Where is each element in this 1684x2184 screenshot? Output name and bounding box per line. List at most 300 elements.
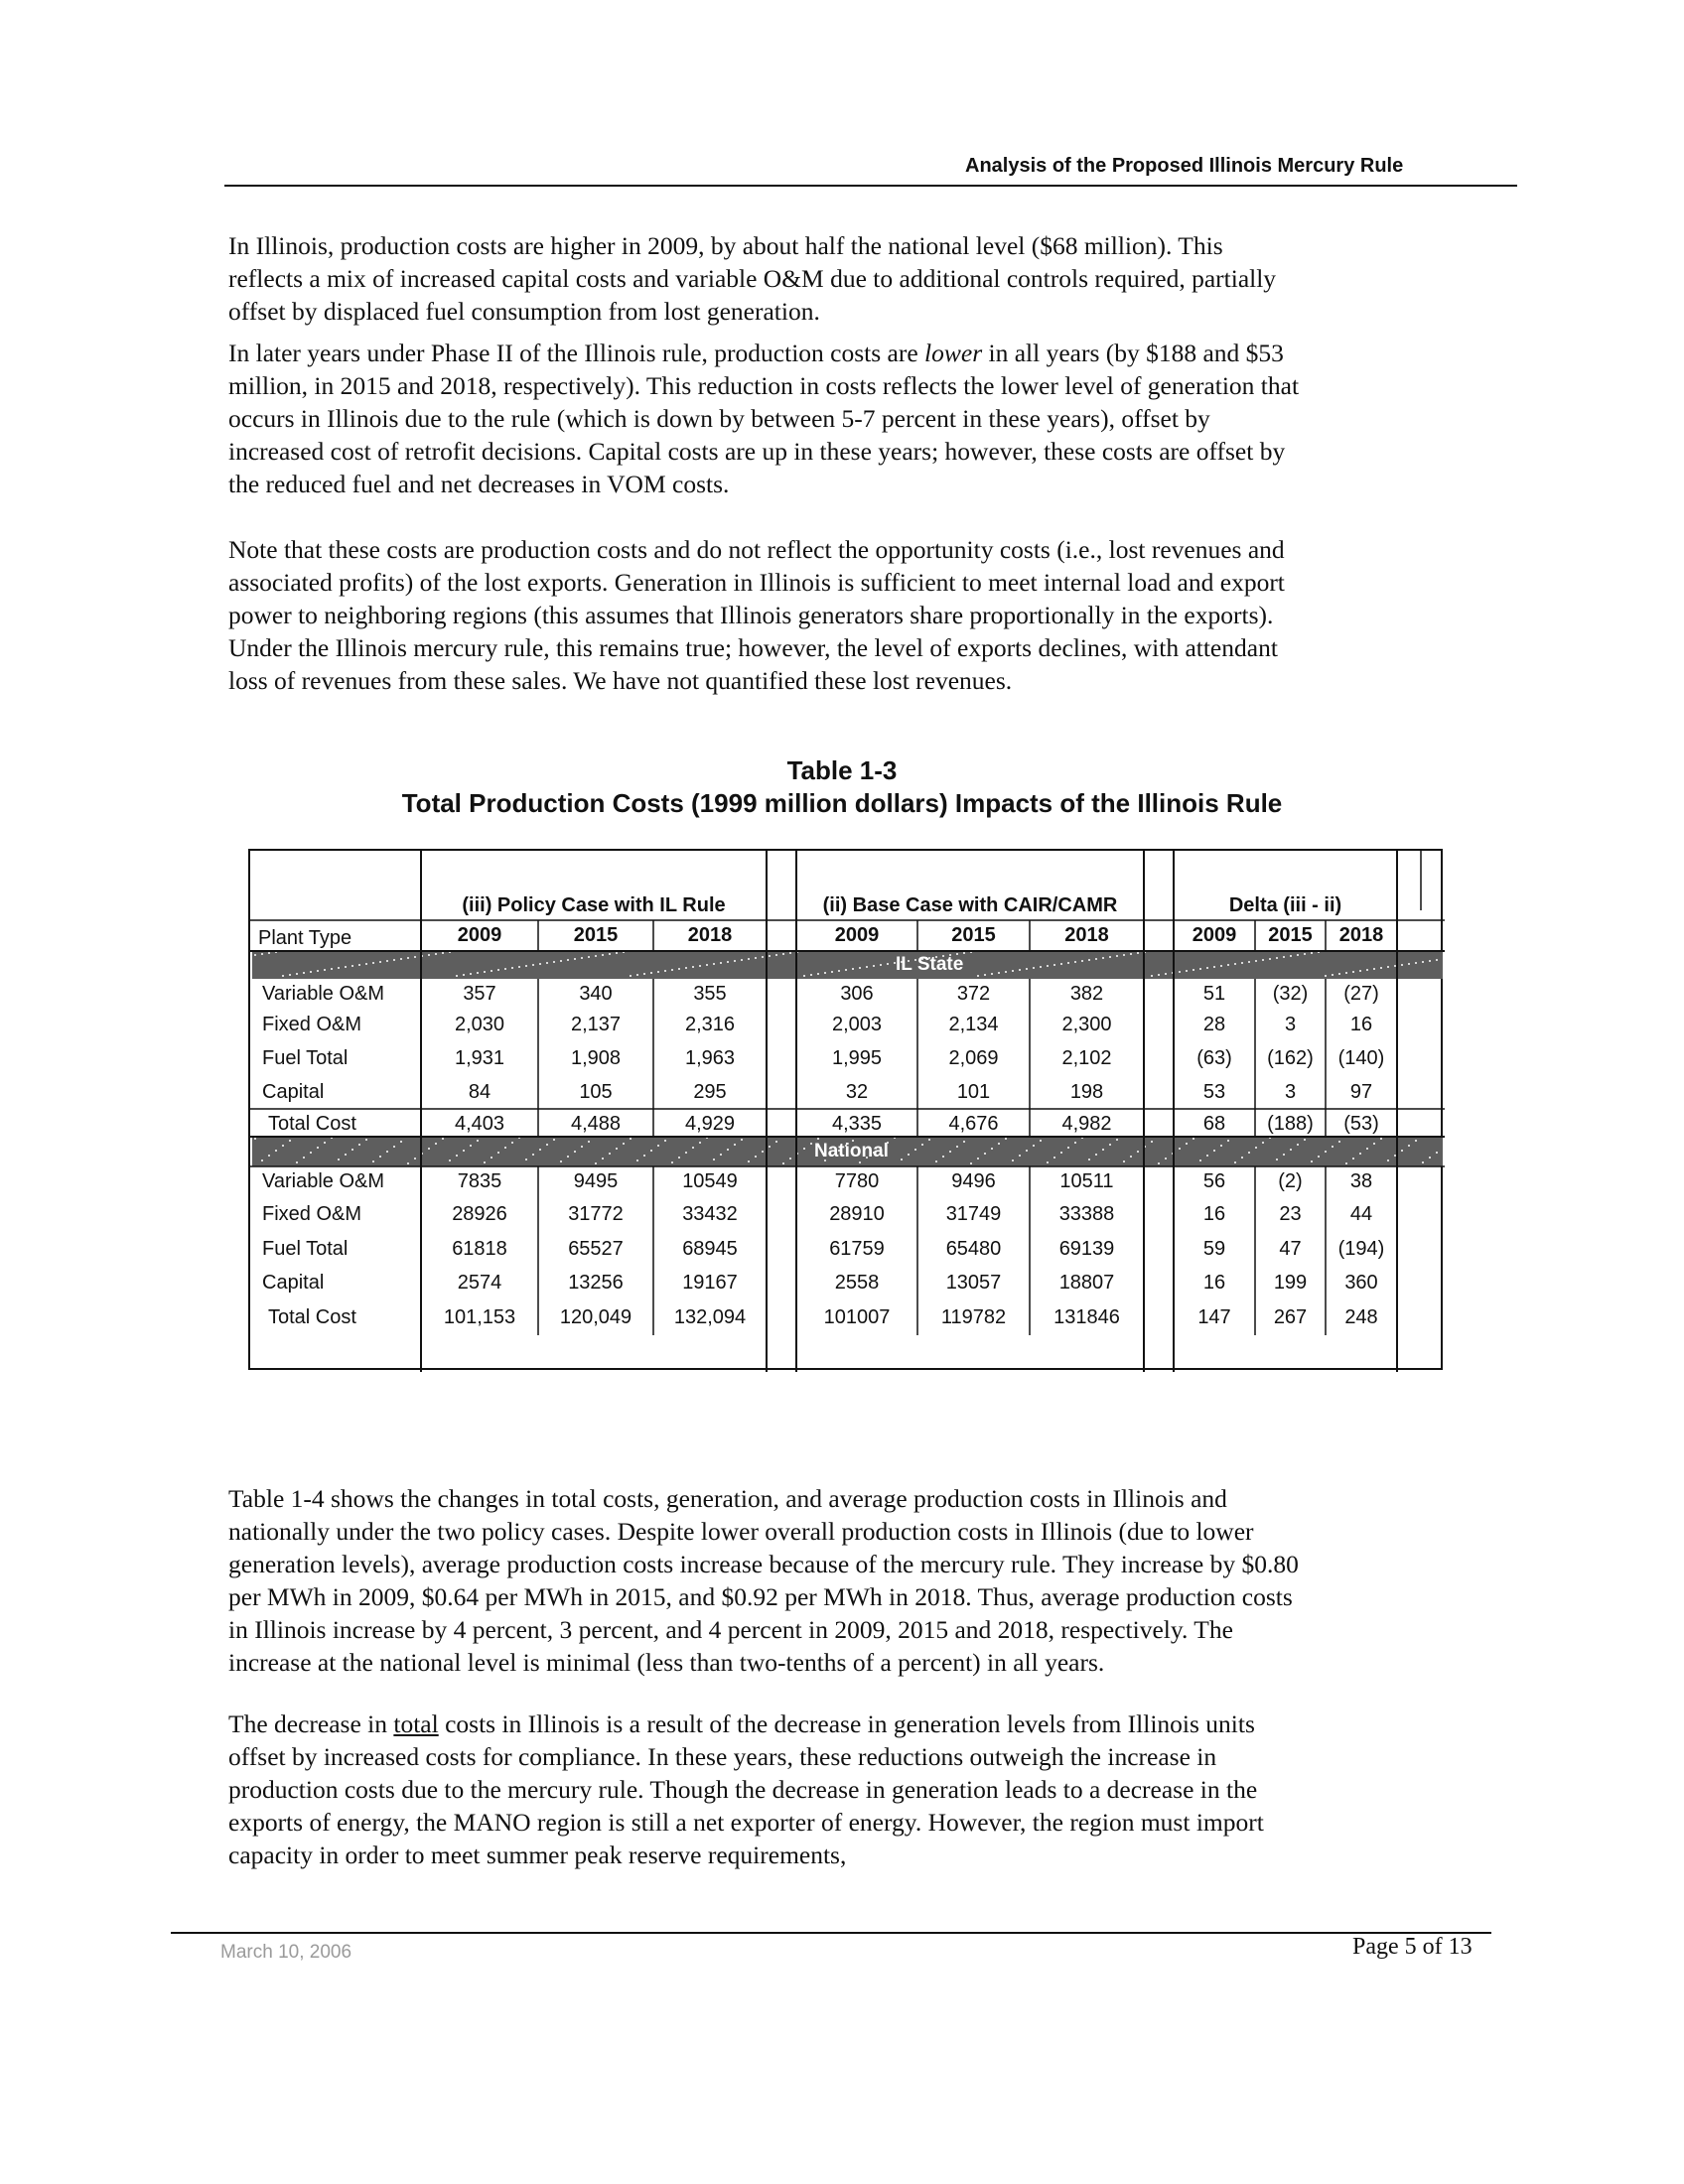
band-texture — [1186, 1143, 1188, 1145]
band-texture — [1283, 1154, 1285, 1156]
band-texture — [511, 967, 513, 969]
band-texture — [1429, 960, 1431, 962]
band-texture — [762, 956, 764, 958]
paragraph-line: million, in 2015 and 2018, respectively). This reduction in costs reflects the lower level of generation that — [228, 371, 1300, 400]
band-texture — [400, 958, 402, 960]
band-texture — [734, 1144, 736, 1146]
header-rule — [224, 185, 1517, 187]
band-texture — [838, 970, 840, 972]
table-cell-value: 65480 — [945, 1238, 1002, 1260]
band-texture — [1109, 956, 1111, 958]
band-texture — [365, 963, 367, 965]
column-header-year: 2009 — [1192, 924, 1237, 946]
band-texture — [1186, 970, 1188, 972]
band-texture — [1415, 1140, 1417, 1142]
row-label-plant-type: Capital — [262, 1081, 325, 1103]
band-texture — [1255, 960, 1257, 962]
band-texture — [595, 955, 597, 957]
band-texture — [324, 969, 326, 971]
band-texture — [1109, 1144, 1111, 1146]
table-cell-value: 357 — [463, 983, 496, 1005]
band-texture — [546, 962, 548, 964]
table-cell-value: 340 — [579, 983, 613, 1005]
column-header-year: 2018 — [687, 924, 733, 946]
band-texture — [1262, 1142, 1264, 1144]
band-texture — [873, 965, 875, 967]
table-cell-value: 2574 — [457, 1272, 502, 1294]
band-texture — [623, 1143, 625, 1145]
paragraph-line: production costs due to the mercury rule. Though the decrease in generation leads to a decrease in the — [228, 1775, 1258, 1804]
band-texture — [998, 972, 1000, 974]
paragraph-line: the reduced fuel and net decreases in VOM costs. — [228, 470, 730, 498]
band-texture — [755, 957, 757, 959]
band-texture — [338, 967, 340, 969]
band-texture — [713, 1159, 715, 1160]
band-texture — [456, 1155, 458, 1157]
table-cell-value: 31749 — [945, 1203, 1002, 1225]
band-texture — [539, 963, 541, 965]
band-texture — [1165, 973, 1167, 975]
band-texture — [414, 956, 416, 958]
table-cell-value: 18807 — [1058, 1272, 1115, 1294]
band-texture — [1290, 955, 1292, 957]
band-texture — [372, 962, 374, 964]
band-texture — [970, 1162, 972, 1164]
band-texture — [331, 968, 333, 970]
table-cell-value: 97 — [1349, 1081, 1373, 1103]
band-texture — [1095, 1154, 1097, 1156]
band-texture — [1206, 967, 1208, 969]
band-texture — [1179, 971, 1181, 973]
band-texture — [713, 963, 715, 965]
band-texture — [1040, 1140, 1042, 1142]
band-texture — [699, 965, 701, 967]
production-costs-table — [248, 849, 1443, 1370]
table-cell-value: 101007 — [823, 1306, 891, 1328]
band-texture — [775, 1141, 777, 1143]
band-texture — [470, 1145, 472, 1147]
band-texture — [386, 1151, 388, 1153]
band-texture — [1040, 966, 1042, 968]
band-texture — [435, 1143, 437, 1145]
band-texture — [977, 975, 979, 977]
paragraph-table-1-4 — [228, 1482, 1489, 1679]
band-texture — [310, 971, 312, 973]
band-texture — [261, 953, 263, 955]
band-texture — [1352, 971, 1354, 973]
band-texture — [650, 1150, 652, 1152]
band-texture — [769, 955, 771, 957]
band-texture — [560, 960, 562, 962]
band-texture — [1290, 1149, 1292, 1151]
band-texture — [1394, 965, 1396, 967]
band-texture — [1047, 965, 1049, 967]
band-texture — [810, 1143, 812, 1145]
table-cell-value: 199 — [1273, 1272, 1308, 1294]
table-cell-value: 119782 — [940, 1306, 1007, 1328]
band-texture — [532, 1154, 534, 1156]
table-cell-value: 2,134 — [948, 1014, 999, 1035]
band-texture — [1088, 1159, 1090, 1160]
column-header-year: 2009 — [457, 924, 502, 946]
band-texture — [351, 965, 353, 967]
band-texture — [407, 1162, 409, 1164]
paragraph-line: per MWh in 2009, $0.64 per MWh in 2015, and $0.92 per MWh in 2018. Thus, average production costs — [228, 1582, 1293, 1611]
band-texture — [845, 969, 847, 971]
table-cell-value: (162) — [1267, 1047, 1314, 1069]
band-texture — [706, 964, 708, 966]
band-texture — [317, 970, 319, 972]
group-header-delta: Delta (iii - ii) — [1228, 894, 1342, 916]
band-texture — [1311, 1160, 1313, 1162]
table-cell-value: 13256 — [568, 1272, 624, 1294]
band-texture — [671, 1161, 673, 1163]
table-cell-value: 84 — [468, 1081, 491, 1103]
band-texture — [289, 974, 291, 976]
table-cell-value: 248 — [1344, 1306, 1378, 1328]
table-cell-value: 360 — [1344, 1272, 1378, 1294]
band-texture — [317, 1147, 319, 1149]
band-texture — [1047, 1161, 1049, 1163]
band-texture — [1074, 961, 1076, 963]
table-cell-value: 3 — [1284, 1014, 1297, 1035]
band-texture — [1297, 1144, 1299, 1146]
band-texture — [678, 968, 680, 970]
table-cell-value: 9495 — [573, 1170, 619, 1192]
table-cell-value: 105 — [579, 1081, 613, 1103]
band-texture — [1012, 970, 1014, 972]
band-texture — [400, 1141, 402, 1143]
band-texture — [1241, 1157, 1243, 1159]
paragraph-line: in Illinois increase by 4 percent, 3 percent, and 4 percent in 2009, 2015 and 2018, respectively. The — [228, 1615, 1233, 1644]
band-texture — [1012, 1160, 1014, 1161]
table-cell-value: 28910 — [829, 1203, 885, 1225]
band-texture — [567, 1156, 569, 1158]
band-texture — [1033, 967, 1035, 969]
band-texture — [1102, 1149, 1104, 1151]
band-texture — [497, 969, 499, 971]
band-texture — [1436, 1152, 1438, 1154]
table-cell-value: 19167 — [682, 1272, 738, 1294]
band-texture — [588, 956, 590, 958]
band-texture — [1422, 961, 1424, 963]
band-texture — [428, 954, 430, 956]
band-texture — [345, 966, 347, 968]
band-texture — [998, 1143, 1000, 1145]
band-texture — [442, 1138, 444, 1140]
table-cell-value: 56 — [1202, 1170, 1226, 1192]
table-cell-value: 44 — [1349, 1203, 1373, 1225]
band-texture — [685, 1152, 687, 1154]
paragraph-line: power to neighboring regions (this assumes that Illinois generators share proportionally in the exports). — [228, 601, 1274, 629]
band-texture — [1220, 965, 1222, 967]
band-texture — [1033, 1145, 1035, 1147]
table-cell-value: (2) — [1278, 1170, 1303, 1192]
paragraph-line: associated profits) of the lost exports. Generation in Illinois is sufficient to meet internal load and export — [228, 568, 1285, 597]
band-texture — [602, 954, 604, 956]
band-texture — [518, 966, 520, 968]
band-texture — [1359, 1153, 1361, 1155]
table-cell-value: 4,335 — [831, 1113, 883, 1135]
band-texture — [338, 1159, 340, 1160]
table-cell-value: 101,153 — [443, 1306, 516, 1328]
band-texture — [817, 973, 819, 975]
table-cell-value: 68 — [1202, 1113, 1226, 1135]
band-texture — [1380, 1138, 1382, 1140]
band-texture — [1311, 952, 1313, 954]
band-texture — [1297, 954, 1299, 956]
band-texture — [1130, 1156, 1132, 1158]
band-texture — [630, 975, 632, 977]
band-texture — [1283, 956, 1285, 958]
table-cell-value: 69139 — [1058, 1238, 1115, 1260]
band-texture — [261, 1160, 263, 1161]
table-cell-value: 16 — [1349, 1014, 1373, 1035]
band-texture — [254, 1138, 256, 1140]
paragraph-total-costs — [228, 1707, 1489, 1871]
band-texture — [379, 961, 381, 963]
table-cell-value: (194) — [1337, 1238, 1385, 1260]
band-texture — [1026, 968, 1028, 970]
paragraph-line: The decrease in total costs in Illinois is a result of the decrease in generation levels from Illinois units — [228, 1709, 1255, 1738]
band-texture — [1151, 975, 1153, 977]
row-label-plant-type: Fuel Total — [262, 1047, 349, 1069]
band-texture — [741, 959, 743, 961]
table-cell-value: 47 — [1279, 1238, 1302, 1260]
table-number: Table 1-3 — [786, 755, 898, 785]
band-texture — [664, 1140, 666, 1142]
band-texture — [1415, 962, 1417, 964]
paragraph-line: exports of energy, the MANO region is still a net exporter of energy. However, the region must import — [228, 1808, 1264, 1837]
band-texture — [574, 958, 576, 960]
band-texture — [553, 1139, 555, 1141]
band-texture — [928, 1139, 930, 1141]
band-texture — [435, 953, 437, 955]
table-cell-value: 61818 — [452, 1238, 507, 1260]
band-texture — [1005, 971, 1007, 973]
table-cell-value: 1,963 — [684, 1047, 736, 1069]
band-texture — [1422, 1161, 1424, 1163]
band-texture — [428, 1148, 430, 1150]
band-texture — [636, 974, 638, 976]
row-label-plant-type: Fixed O&M — [262, 1014, 362, 1035]
band-texture — [643, 1155, 645, 1157]
band-texture — [296, 1161, 298, 1163]
band-texture — [345, 1154, 347, 1156]
row-label-plant-type: Variable O&M — [262, 983, 385, 1005]
band-texture — [866, 966, 868, 968]
band-texture — [595, 1162, 597, 1164]
band-texture — [372, 1160, 374, 1162]
band-texture — [984, 974, 986, 976]
band-texture — [1332, 974, 1333, 976]
band-texture — [880, 964, 882, 966]
band-texture — [1373, 1143, 1375, 1145]
band-texture — [1123, 954, 1125, 956]
band-texture — [407, 957, 409, 959]
band-texture — [991, 973, 993, 975]
table-cell-value: (53) — [1343, 1113, 1379, 1135]
band-texture — [484, 1161, 486, 1163]
band-texture — [477, 972, 479, 974]
band-texture — [1193, 969, 1194, 971]
table-cell-value: 147 — [1197, 1306, 1231, 1328]
band-texture — [324, 1142, 326, 1144]
band-texture — [991, 1148, 993, 1150]
band-texture — [393, 1146, 395, 1148]
band-texture — [365, 1139, 367, 1141]
paragraph-line: nationally under the two policy cases. Despite lower overall production costs in Illinois (due to lower — [228, 1517, 1254, 1546]
table-cell-value: 7780 — [834, 1170, 880, 1192]
band-texture — [386, 960, 388, 962]
table-cell-value: 1,931 — [454, 1047, 505, 1069]
band-texture — [817, 1138, 819, 1140]
band-texture — [303, 1157, 305, 1159]
band-texture — [720, 962, 722, 964]
table-cell-value: 13057 — [945, 1272, 1002, 1294]
table-cell-value: 2,137 — [570, 1014, 622, 1035]
band-texture — [546, 1144, 548, 1146]
band-texture — [741, 1139, 743, 1141]
band-texture — [1213, 966, 1215, 968]
band-texture — [463, 1150, 465, 1152]
band-texture — [1165, 1158, 1167, 1160]
table-cell-value: 51 — [1202, 983, 1226, 1005]
band-texture — [616, 952, 618, 954]
paragraph-line: occurs in Illinois due to the rule (which is down by between 5-7 percent in these years), offset by — [228, 404, 1210, 433]
band-texture — [1276, 957, 1278, 959]
paragraph-phase-ii — [228, 337, 1489, 500]
band-texture — [1401, 1150, 1403, 1152]
column-header-year: 2009 — [834, 924, 880, 946]
paragraph-line: offset by increased costs for compliance. In these years, these reductions outweigh the increase in — [228, 1742, 1217, 1771]
band-texture — [1387, 966, 1389, 968]
table-cell-value: 53 — [1202, 1081, 1226, 1103]
table-cell-value: 28 — [1202, 1014, 1226, 1035]
table-cell-value: 131846 — [1053, 1306, 1120, 1328]
table-cell-value: 2,102 — [1061, 1047, 1112, 1069]
band-texture — [1026, 1150, 1028, 1152]
band-texture — [1137, 1151, 1139, 1153]
band-texture — [581, 957, 583, 959]
band-texture — [525, 965, 527, 967]
band-texture — [1116, 955, 1118, 957]
table-cell-value: 4,676 — [948, 1113, 999, 1135]
footer-rule — [171, 1932, 1491, 1934]
band-texture — [282, 1145, 284, 1147]
band-texture — [358, 1144, 360, 1146]
table-cell-value: 355 — [693, 983, 727, 1005]
band-texture — [1429, 1157, 1431, 1159]
group-header-policy-case: (iii) Policy Case with IL Rule — [462, 894, 726, 916]
band-texture — [1067, 1147, 1069, 1149]
band-texture — [574, 1151, 576, 1153]
table-cell-value: 16 — [1202, 1203, 1226, 1225]
band-texture — [504, 968, 506, 970]
table-cell-value: 2,316 — [684, 1014, 736, 1035]
band-texture — [1325, 1151, 1327, 1153]
row-label-plant-type: Total Cost — [268, 1306, 356, 1328]
band-texture — [657, 1145, 659, 1147]
band-texture — [908, 1154, 910, 1156]
band-texture — [484, 971, 486, 973]
paragraph-line: Note that these costs are production costs and do not reflect the opportunity costs (i.e., lost revenues and — [228, 535, 1285, 564]
table-cell-value: 61759 — [829, 1238, 885, 1260]
band-texture — [1220, 1145, 1222, 1147]
band-texture — [1366, 969, 1368, 971]
table-cell-value: 2,030 — [454, 1014, 505, 1035]
band-texture — [1158, 974, 1160, 976]
band-texture — [1213, 1150, 1215, 1152]
band-texture — [310, 1152, 312, 1154]
band-texture — [748, 1160, 750, 1162]
table-cell-value: (63) — [1196, 1047, 1232, 1069]
paragraph-line: increased cost of retrofit decisions. Capital costs are up in these years; however, these costs are offset by — [228, 437, 1286, 466]
band-texture — [1325, 975, 1327, 977]
table-cell-value: 198 — [1069, 1081, 1104, 1103]
band-texture — [810, 974, 812, 976]
band-texture — [442, 952, 444, 954]
band-texture — [942, 1156, 944, 1158]
band-texture — [1248, 1152, 1250, 1154]
band-texture — [643, 973, 645, 975]
band-texture — [1234, 1161, 1236, 1163]
table-cell-value: 3 — [1284, 1081, 1297, 1103]
band-texture — [678, 1157, 680, 1159]
band-texture — [1060, 963, 1062, 965]
table-cell-value: 306 — [840, 983, 874, 1005]
band-texture — [650, 972, 652, 974]
table-cell-value: 4,403 — [454, 1113, 505, 1135]
band-texture — [852, 968, 854, 970]
band-texture — [789, 1158, 791, 1160]
band-texture — [463, 974, 465, 976]
band-texture — [949, 1151, 951, 1153]
band-texture — [664, 970, 666, 972]
section-label-il-state: IL State — [896, 954, 964, 975]
column-header-plant-type: Plant Type — [258, 927, 352, 949]
band-texture — [671, 969, 673, 971]
band-texture — [1095, 958, 1097, 960]
band-texture — [1262, 959, 1264, 961]
table-cell-value: 1,995 — [831, 1047, 883, 1069]
band-texture — [1338, 973, 1340, 975]
column-header-year: 2015 — [951, 924, 996, 946]
band-texture — [636, 1160, 638, 1161]
band-texture — [1088, 959, 1090, 961]
band-texture — [275, 1150, 277, 1152]
group-header-base-case: (ii) Base Case with CAIR/CAMR — [822, 894, 1118, 916]
paragraph-line: increase at the national level is minimal (less than two-tenths of a percent) in all years. — [228, 1648, 1105, 1677]
band-texture — [921, 1144, 923, 1146]
band-texture — [393, 959, 395, 961]
band-texture — [1366, 1148, 1368, 1150]
band-texture — [1401, 964, 1403, 966]
band-texture — [1019, 1155, 1021, 1157]
row-label-plant-type: Fixed O&M — [262, 1203, 362, 1225]
band-texture — [1199, 968, 1201, 970]
band-texture — [1304, 1139, 1306, 1141]
band-texture — [616, 1148, 618, 1150]
table-cell-value: 295 — [693, 1081, 727, 1103]
table-cell-value: 4,929 — [684, 1113, 736, 1135]
band-texture — [1227, 1140, 1229, 1142]
paragraph-line: loss of revenues from these sales. We have not quantified these lost revenues. — [228, 666, 1013, 695]
band-texture — [1005, 1138, 1007, 1140]
table-cell-value: 32 — [845, 1081, 869, 1103]
band-texture — [504, 1147, 506, 1149]
band-texture — [935, 1160, 937, 1162]
